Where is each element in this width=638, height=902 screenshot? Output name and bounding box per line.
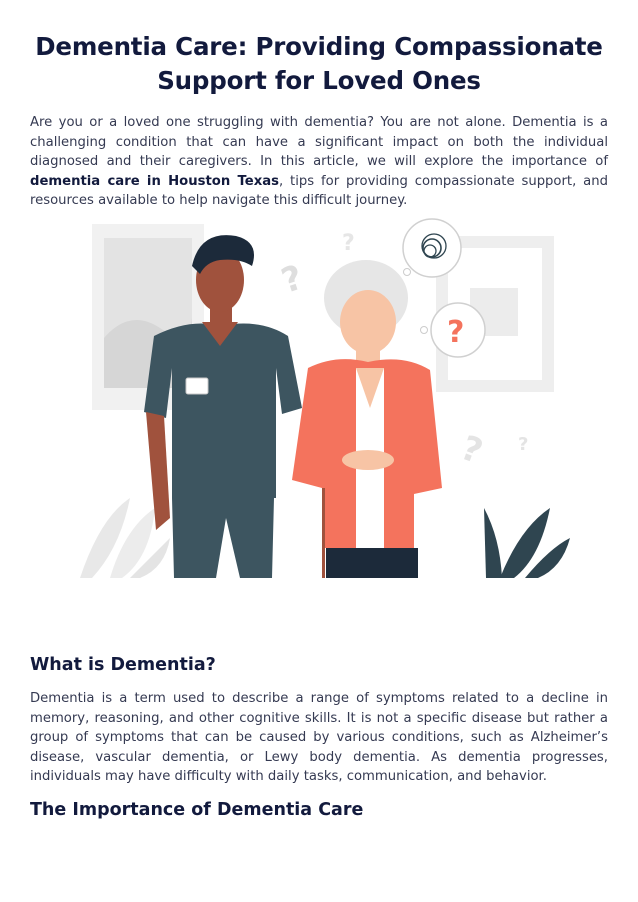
- faint-question-mark-icon: ?: [455, 428, 488, 473]
- section-heading-importance: The Importance of Dementia Care: [30, 800, 364, 820]
- title-line-2: Support for Loved Ones: [157, 66, 481, 95]
- dementia-care-houston-link[interactable]: dementia care in Houston Texas: [30, 173, 279, 189]
- title-line-1: Dementia Care: Providing Compassionate: [35, 32, 603, 61]
- faint-question-mark-icon: ?: [342, 231, 355, 256]
- faint-question-mark-icon: ?: [518, 434, 529, 455]
- elderly-woman-figure: [292, 260, 442, 578]
- scribble-thought-bubble: [403, 219, 461, 277]
- faint-question-mark-icon: ?: [276, 257, 308, 302]
- intro-text-end: , tips for providing compassionate support, and resources available to help navigate this difficult journey.: [30, 173, 608, 209]
- question-thought-bubble: [421, 303, 486, 357]
- caregiver-illustration: [70, 218, 570, 588]
- intro-text-start: Are you or a loved one struggling with dementia? You are not alone. Dementia is a challenging condition that can have a significant impact on both the individual diagnosed and their caregivers. In this article, we will explore the importance of: [30, 115, 608, 170]
- dark-plant-right: [484, 508, 570, 578]
- what-is-dementia-paragraph: Dementia is a term used to describe a range of symptoms related to a decline in memory, reasoning, and other cognitive skills. It is not a specific disease but rather a group of symptoms that can be caused by various conditions, such as Alzheimer’s disease, vascular dementia, or Lewy body dementia. As dementia progresses, individuals may have difficulty with daily tasks, communication, and behavior.: [30, 691, 608, 785]
- intro-paragraph: [30, 113, 608, 211]
- question-mark-icon: ?: [447, 315, 465, 350]
- article-title: [30, 30, 608, 98]
- section-heading-what-is-dementia: What is Dementia?: [30, 655, 216, 675]
